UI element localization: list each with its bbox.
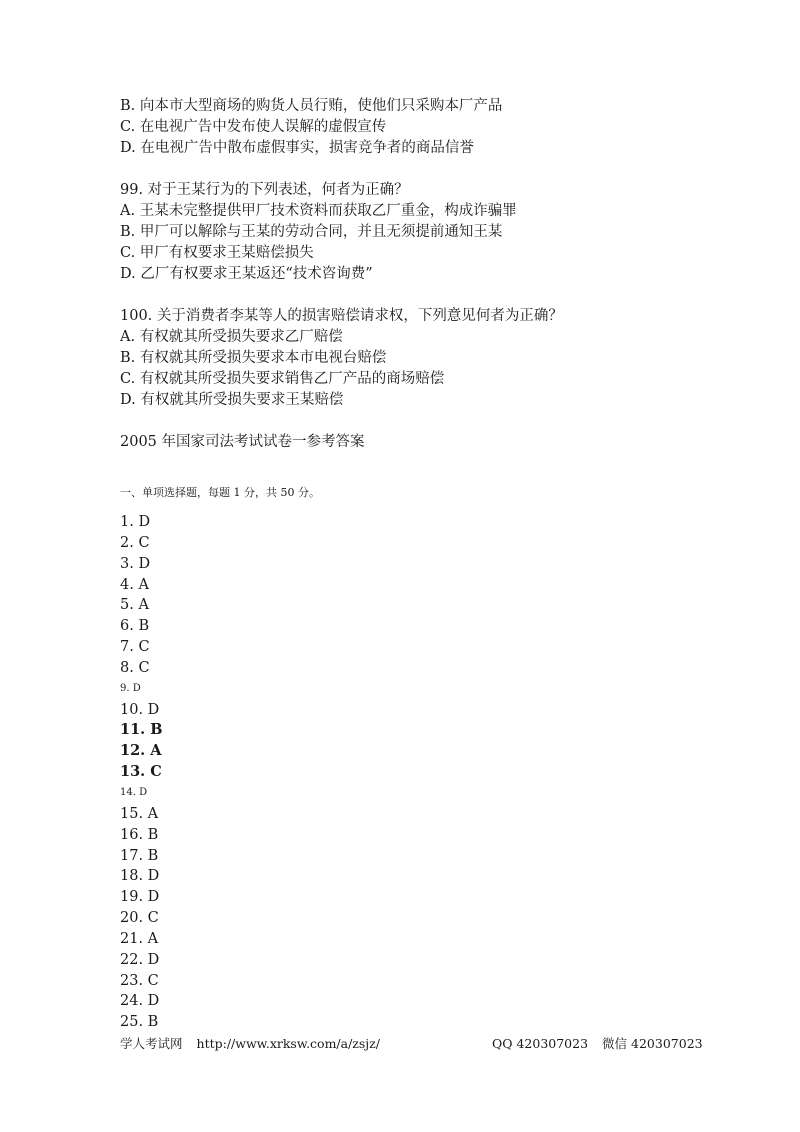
answer-item: 21. A <box>120 930 159 947</box>
option-c: C. 在电视广告中发布使人误解的虚假宣传 <box>120 119 387 135</box>
option-c: C. 甲厂有权要求王某赔偿损失 <box>120 245 314 261</box>
wechat-contact: 微信 420307023 <box>602 1036 703 1051</box>
option-b: B. 甲厂可以解除与王某的劳动合同，并且无须提前通知王某 <box>120 224 503 240</box>
answer-item: 12. A <box>120 742 162 760</box>
site-name: 学人考试网 <box>120 1036 183 1051</box>
option-a: A. 王某未完整提供甲厂技术资料而获取乙厂重金，构成诈骗罪 <box>120 203 517 219</box>
answer-item: 10. D <box>120 701 160 718</box>
section-instructions: 一、单项选择题，每题 1 分，共 50 分。 <box>120 486 320 499</box>
qq-contact: QQ 420307023 <box>492 1036 589 1051</box>
site-url-link[interactable]: http://www.xrksw.com/a/zsjz/ <box>196 1036 380 1051</box>
answer-list <box>120 512 163 1033</box>
answer-item: 3. D <box>120 555 151 572</box>
question-stem: 99. 对于王某行为的下列表述，何者为正确？ <box>120 182 409 198</box>
answer-item: 7. C <box>120 639 150 656</box>
answer-item: 11. B <box>120 721 163 739</box>
answer-item: 14. D <box>120 786 148 798</box>
answer-item: 6. B <box>120 618 150 635</box>
option-b: B. 有权就其所受损失要求本市电视台赔偿 <box>120 350 387 366</box>
option-c: C. 有权就其所受损失要求销售乙厂产品的商场赔偿 <box>120 371 445 387</box>
answer-item: 9. D <box>120 682 141 694</box>
question-100 <box>120 306 720 411</box>
answer-item: 18. D <box>120 868 160 885</box>
answer-item: 13. C <box>120 763 162 781</box>
answer-item: 23. C <box>120 972 159 989</box>
option-a: A. 有权就其所受损失要求乙厂赔偿 <box>120 329 343 345</box>
answer-key-title: 2005 年国家司法考试试卷一参考答案 <box>120 434 365 450</box>
question-stem: 100. 关于消费者李某等人的损害赔偿请求权，下列意见何者为正确？ <box>120 308 563 324</box>
answer-item: 2. C <box>120 534 150 551</box>
option-d: D. 有权就其所受损失要求王某赔偿 <box>120 392 344 408</box>
answer-item: 4. A <box>120 576 149 593</box>
option-d: D. 在电视广告中散布虚假事实，损害竞争者的商品信誉 <box>120 140 474 156</box>
answer-item: 24. D <box>120 993 160 1010</box>
answer-item: 17. B <box>120 847 159 864</box>
answer-item: 16. B <box>120 826 159 843</box>
answer-item: 15. A <box>120 805 159 822</box>
option-d: D. 乙厂有权要求王某返还“技术咨询费” <box>120 266 373 282</box>
option-b: B. 向本市大型商场的购货人员行贿，使他们只采购本厂产品 <box>120 98 503 114</box>
answer-item: 25. B <box>120 1014 159 1031</box>
page-footer-left <box>120 1035 380 1053</box>
question-98-options <box>120 96 720 159</box>
answer-item: 5. A <box>120 597 149 614</box>
answer-item: 8. C <box>120 659 150 676</box>
answer-item: 20. C <box>120 910 159 927</box>
question-99 <box>120 180 720 285</box>
answer-item: 19. D <box>120 889 160 906</box>
answer-item: 22. D <box>120 951 160 968</box>
page-footer-right <box>492 1035 703 1053</box>
answer-item: 1. D <box>120 514 151 530</box>
